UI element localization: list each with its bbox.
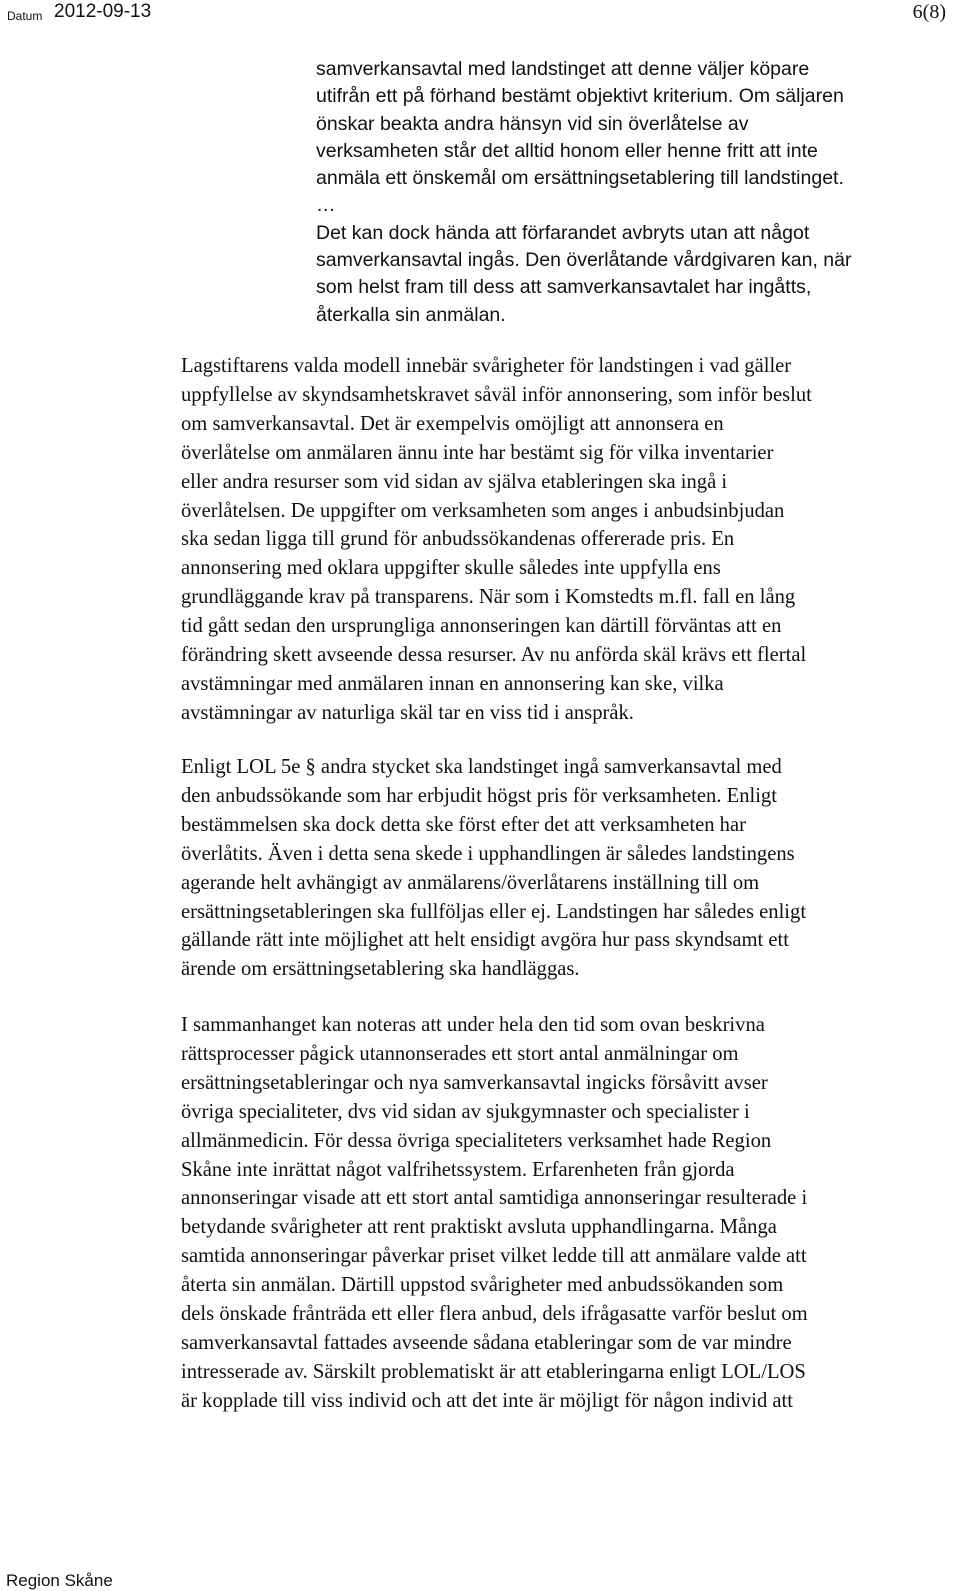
text-line: överlåtits. Även i detta sena skede i upphandlingen är således landstingens bbox=[181, 842, 795, 865]
text-line: annonseringar visade att ett stort antal samtidiga annonseringar resulterade i bbox=[181, 1187, 808, 1210]
quote-line: önskar beakta andra hänsyn vid sin överlåtelse av bbox=[316, 112, 749, 135]
text-line: agerande helt avhängigt av anmälarens/överlåtarens inställning till om bbox=[181, 871, 760, 894]
text-line: återta sin anmälan. Därtill uppstod svårigheter med anbudssökanden som bbox=[181, 1274, 784, 1297]
text-line: tid gått sedan den ursprungliga annonseringen kan därtill förväntas att en bbox=[181, 615, 782, 638]
quote-line: samverkansavtal ingås. Den överlåtande vårdgivaren kan, när bbox=[316, 249, 852, 272]
text-line: avstämningar med anmälaren innan en annonsering kan ske, vilka bbox=[181, 672, 724, 695]
text-line: dels önskade frånträda ett eller flera anbud, dels ifrågasatte varför beslut om bbox=[181, 1303, 808, 1326]
text-line: övriga specialiteter, dvs vid sidan av sjukgymnaster och specialister i bbox=[181, 1100, 750, 1123]
text-line: ärende om ersättningsetablering ska handläggas. bbox=[181, 958, 580, 981]
text-line: grundläggande krav på transparens. När som i Komstedts m.fl. fall en lång bbox=[181, 586, 796, 609]
text-line: Lagstiftarens valda modell innebär svårigheter för landstingen i vad gäller bbox=[181, 355, 792, 377]
quote-line: utifrån ett på förhand bestämt objektivt kriterium. Om säljaren bbox=[316, 85, 844, 108]
header-date: 2012-09-13 bbox=[54, 1, 152, 22]
text-line: eller andra resurser som vid sidan av själva etableringen ska ingå i bbox=[181, 470, 728, 493]
text-line: samtida annonseringar påverkar priset vilket ledde till att anmälare valde att bbox=[181, 1245, 807, 1268]
text-line: är kopplade till viss individ och att det inte är möjligt för någon individ att bbox=[181, 1389, 793, 1412]
header-date-label: Datum bbox=[7, 9, 43, 23]
text-line: allmänmedicin. För dessa övriga specialiteters verksamhet hade Region bbox=[181, 1129, 772, 1152]
text-line: rättsprocesser pågick utannonserades ett stort antal anmälningar om bbox=[181, 1042, 739, 1065]
footer-organization: Region Skåne bbox=[6, 1571, 113, 1590]
quoted-block bbox=[316, 56, 956, 329]
text-line: avstämningar av naturliga skäl tar en viss tid i anspråk. bbox=[181, 701, 634, 724]
text-line: överlåtelsen. De uppgifter om verksamheten som anges i anbudsinbjudan bbox=[181, 499, 785, 522]
text-line: annonsering med oklara uppgifter skulle således inte uppfylla ens bbox=[181, 557, 721, 580]
text-line: ersättningsetableringar och nya samverkansavtal ingicks försåvitt avser bbox=[181, 1071, 768, 1094]
page-number: 6(8) bbox=[912, 1, 946, 23]
text-line: gällande rätt inte möjlighet att helt ensidigt avgöra hur pass skyndsamt ett bbox=[181, 929, 789, 952]
quote-line: Det kan dock hända att förfarandet avbryts utan att något bbox=[316, 221, 810, 244]
text-line: samverkansavtal fattades avseende sådana etableringar som de var mindre bbox=[181, 1331, 792, 1354]
text-line: I sammanhanget kan noteras att under hela den tid som ovan beskrivna bbox=[181, 1014, 765, 1036]
quote-line: anmäla ett önskemål om ersättningsetablering till landstinget. bbox=[316, 167, 844, 190]
text-line: överlåtelse om anmälaren ännu inte har bestämt sig för vilka inventarier bbox=[181, 441, 774, 464]
text-line: betydande svårigheter att rent praktiskt avsluta upphandlingarna. Många bbox=[181, 1216, 777, 1239]
quote-line: som helst fram till dess att samverkansavtalet har ingåtts, bbox=[316, 276, 812, 299]
text-line: Enligt LOL 5e § andra stycket ska landstinget ingå samverkansavtal med bbox=[181, 756, 782, 778]
text-line: den anbudssökande som har erbjudit högst pris för verksamheten. Enligt bbox=[181, 784, 777, 807]
paragraph-2 bbox=[181, 753, 951, 984]
text-line: ska sedan ligga till grund för anbudssökandenas offererade pris. En bbox=[181, 528, 735, 551]
paragraph-3 bbox=[181, 1011, 951, 1416]
quote-line: verksamheten står det alltid honom eller henne fritt att inte bbox=[316, 139, 818, 162]
text-line: bestämmelsen ska dock detta ske först efter det att verksamheten har bbox=[181, 813, 746, 836]
text-line: om samverkansavtal. Det är exempelvis omöjligt att annonsera en bbox=[181, 412, 724, 435]
text-line: Skåne inte inrättat något valfrihetssystem. Erfarenheten från gjorda bbox=[181, 1158, 735, 1181]
paragraph-1 bbox=[181, 352, 951, 728]
text-line: förändring skett avseende dessa resurser. Av nu anförda skäl krävs ett flertal bbox=[181, 644, 807, 667]
quote-line: återkalla sin anmälan. bbox=[316, 303, 506, 326]
quote-line: samverkansavtal med landstinget att denne väljer köpare bbox=[316, 58, 810, 80]
text-line: ersättningsetableringen ska fullföljas eller ej. Landstingen har således enligt bbox=[181, 900, 807, 923]
quote-ellipsis: … bbox=[316, 194, 336, 217]
text-line: uppfyllelse av skyndsamhetskravet såväl inför annonsering, som inför beslut bbox=[181, 383, 812, 406]
text-line: intresserade av. Särskilt problematiskt är att etableringarna enligt LOL/LOS bbox=[181, 1360, 806, 1383]
